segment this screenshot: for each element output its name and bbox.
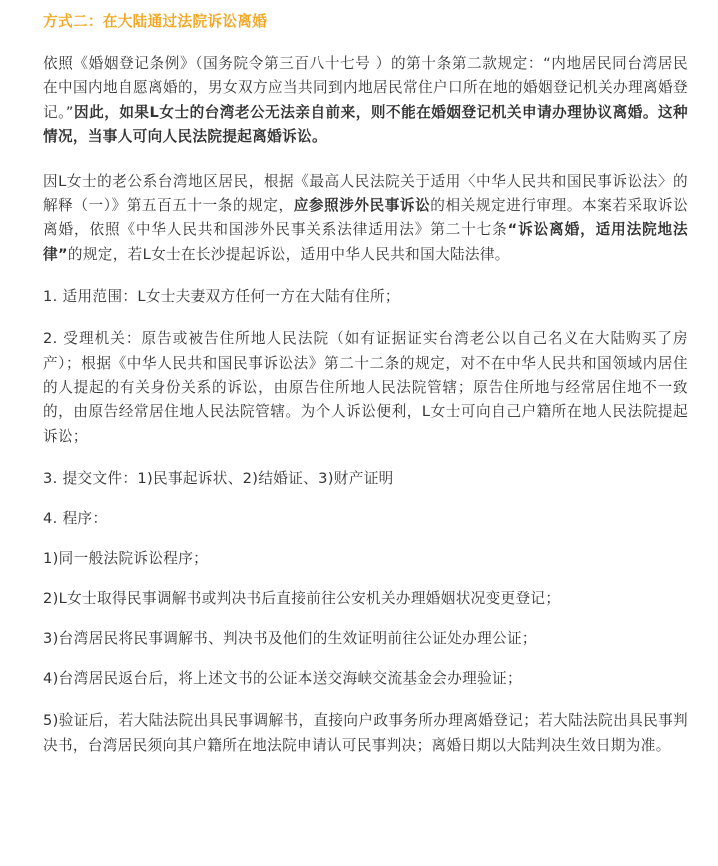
law-text-2: 的相关规定进行审理。本案若采取诉讼离婚，依照《中华人民共和国涉外民事关系法律适用法》第二十七条: [43, 197, 689, 239]
procedure-step-1: 1)同一般法院诉讼程序；: [43, 550, 209, 568]
procedure-step-3: 3)台湾居民将民事调解书、判决书及他们的生效证明前往公证处办理公证；: [43, 630, 537, 648]
paragraph-documents: 3. 提交文件：1)民事起诉状、2)结婚证、3)财产证明: [43, 470, 394, 488]
regulation-text: 依照《婚姻登记条例》（国务院令第三百八十七号 ）的第十条第二款规定：“内地居民同台湾居民在中国内地自愿离婚的，男女双方应当共同到内地居民常住户口所在地的婚姻登记机关办理离婚登记。”: [43, 55, 688, 121]
procedure-step-2: 2)L女士取得民事调解书或判决书后直接前往公安机关办理婚姻状况变更登记；: [43, 590, 561, 608]
law-text-3: 的规定，若L女士在长沙提起诉讼，适用中华人民共和国大陆法律。: [67, 245, 510, 263]
paragraph-regulation: [43, 52, 688, 150]
regulation-conclusion-bold: 因此，如果L女士的台湾老公无法亲自前来，则不能在婚姻登记机关申请办理协议离婚。这种情况，当事人可向人民法院提起离婚诉讼。: [43, 103, 688, 146]
paragraph-procedure-title: 4. 程序：: [43, 510, 108, 528]
paragraph-applicable-law: [43, 170, 688, 268]
procedure-step-5: 5)验证后，若大陆法院出具民事调解书，直接向户政事务所办理离婚登记；若大陆法院出具民事判决书，台湾居民须向其户籍所在地法院申请认可民事判决；离婚日期以大陆判决生效日期为准。: [43, 712, 688, 754]
procedure-step-4: 4)台湾居民返台后，将上述文书的公证本送交海峡交流基金会办理验证；: [43, 670, 522, 688]
paragraph-scope: 1. 适用范围：L女士夫妻双方任何一方在大陆有住所；: [43, 288, 400, 306]
law-bold-2: “诉讼离婚，适用法院地法律”: [43, 221, 688, 263]
section-heading: 方式二：在大陆通过法院诉讼离婚: [43, 13, 268, 30]
law-bold-1: 应参照涉外民事诉讼: [293, 197, 431, 215]
law-text-1: 因L女士的老公系台湾地区居民，根据《最高人民法院关于适用〈中华人民共和国民事诉讼法〉的解释（一）》第五百五十一条的规定，: [43, 172, 688, 215]
paragraph-jurisdiction: 2. 受理机关：原告或被告住所地人民法院（如有证据证实台湾老公以自己名义在大陆购买了房产）；根据《中华人民共和国民事诉讼法》第二十二条的规定，对不在中华人民共和国领域内居住的人提起的有关身份关系的诉讼，由原告住所地人民法院管辖；原告住所地与经常居住地不一致的，由原告经常居住地人民法院管辖。为个人诉讼便利，L女士可向自己户籍所在地人民法院提起诉讼；: [43, 330, 688, 445]
